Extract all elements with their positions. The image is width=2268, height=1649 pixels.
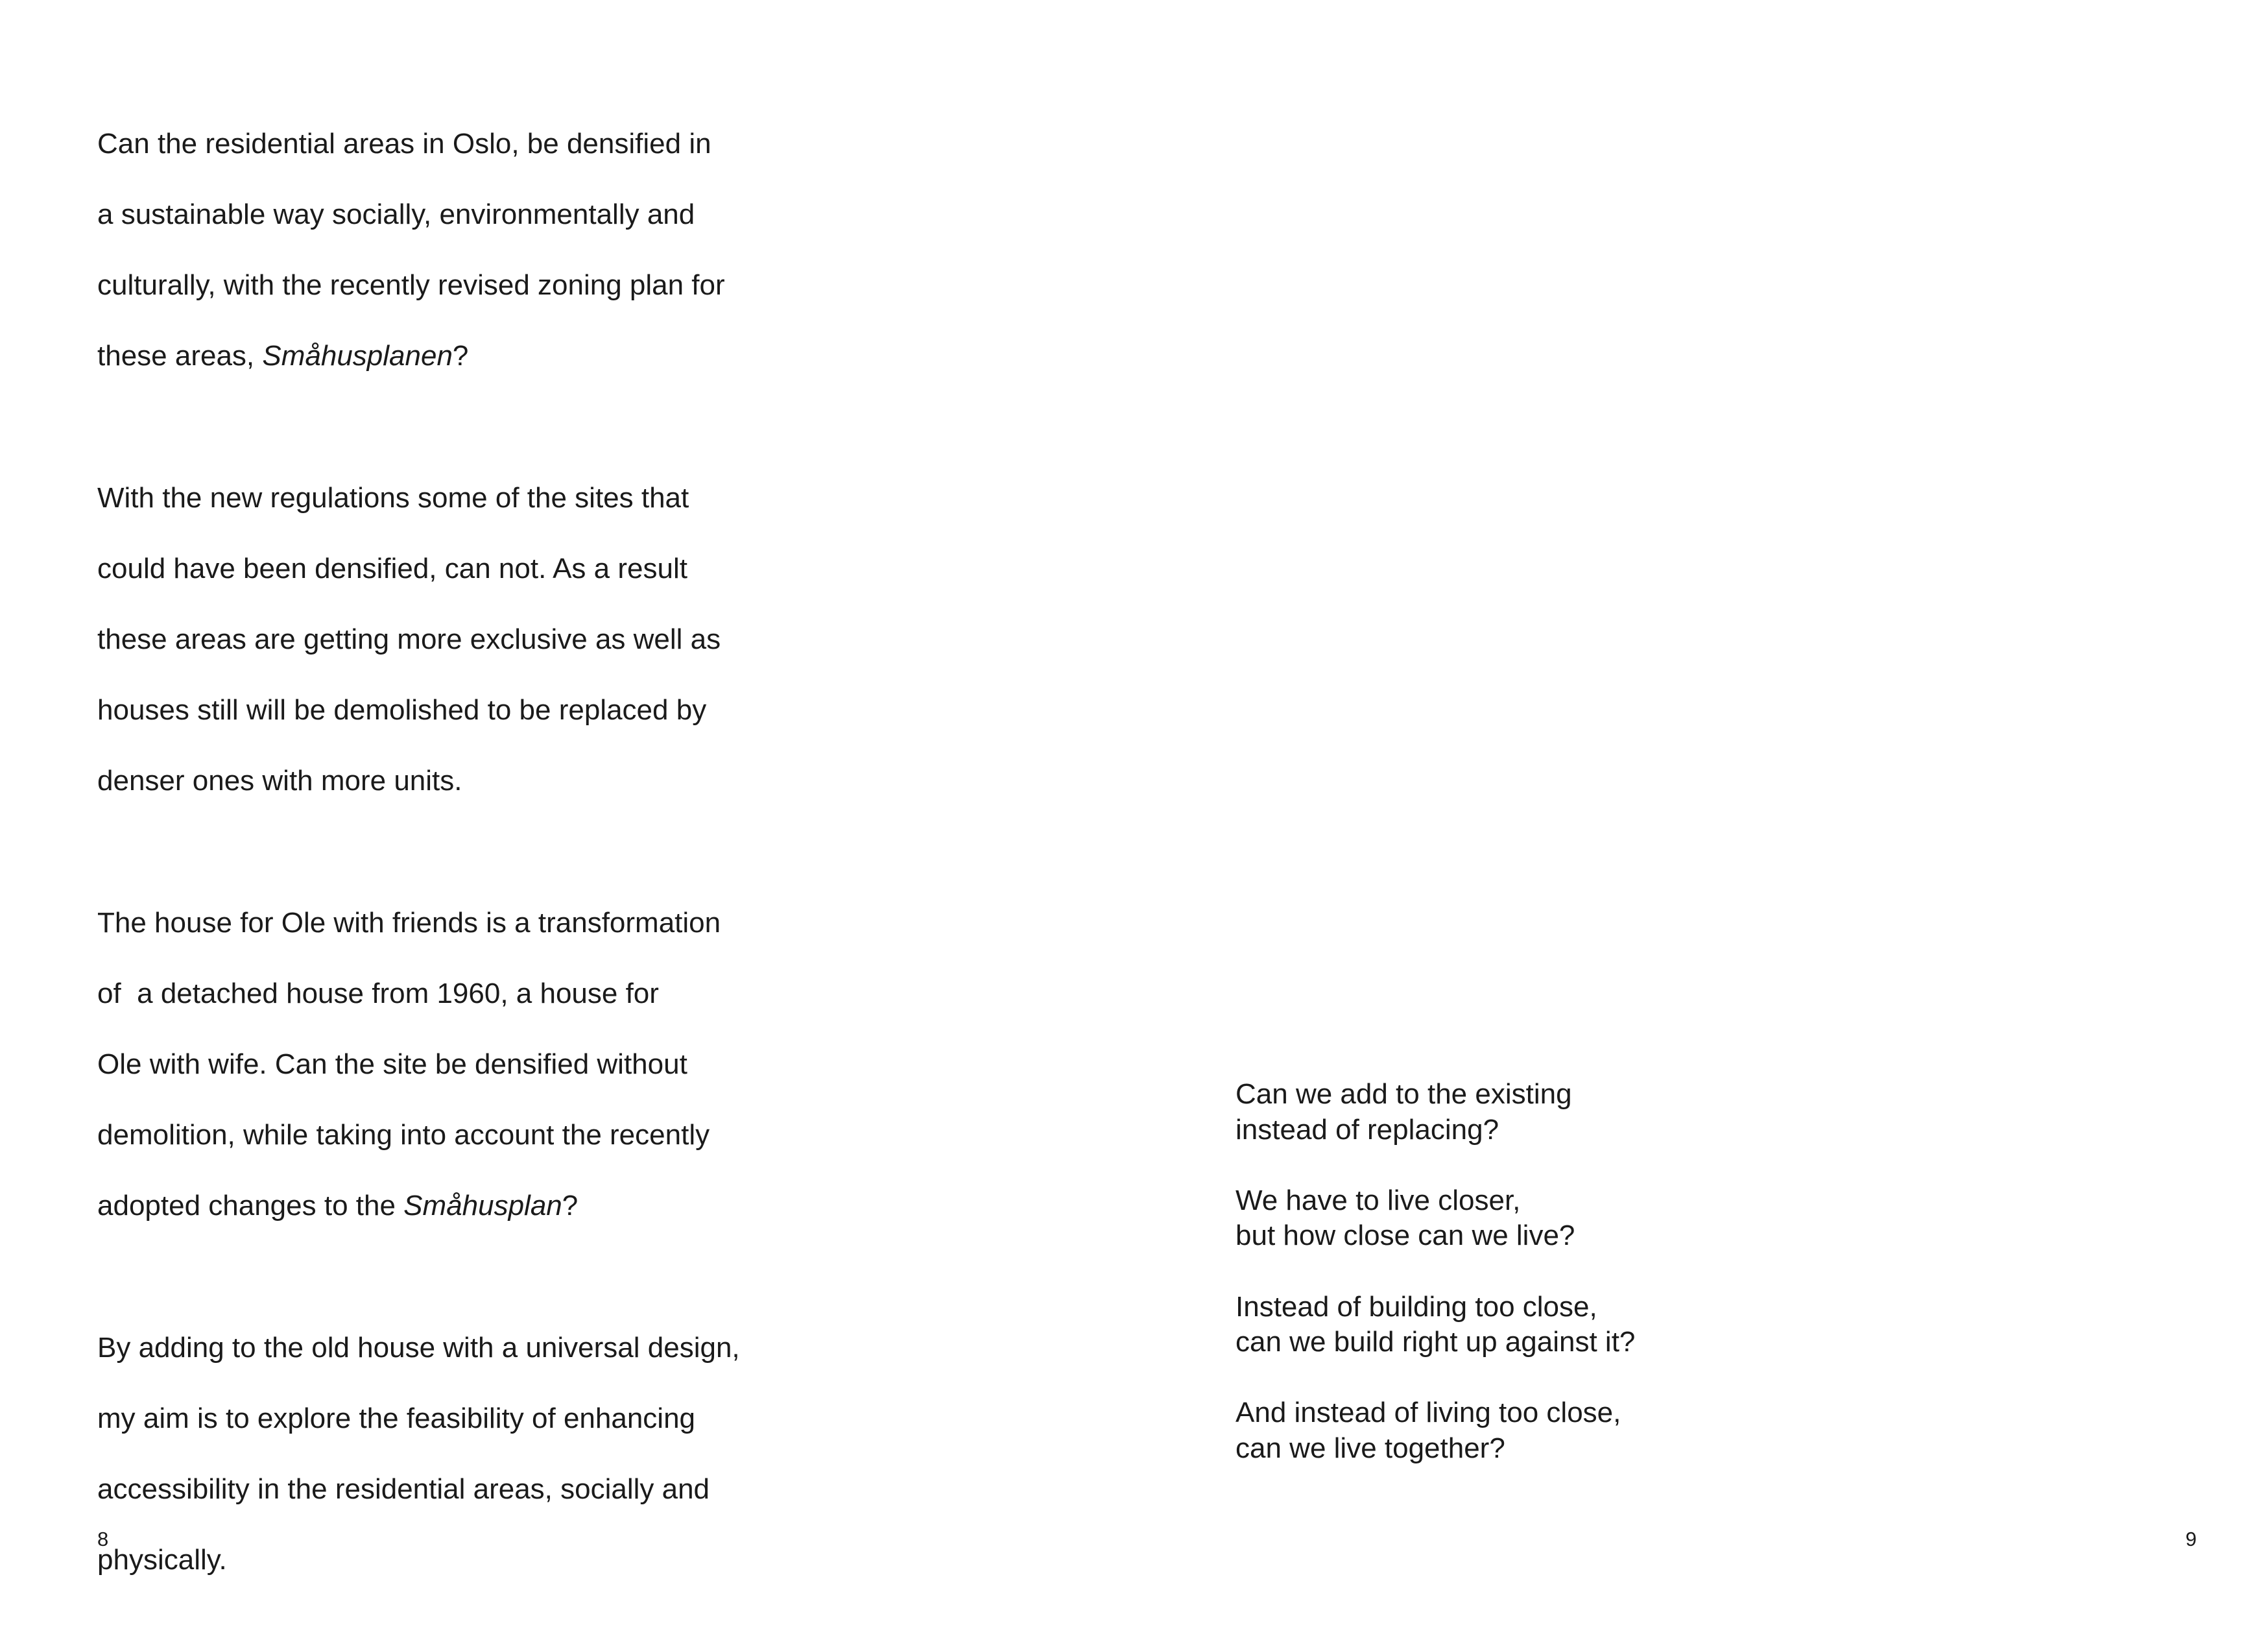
text-line: my aim is to explore the feasibility of enhancing — [97, 1402, 696, 1434]
page-number-right: 9 — [2185, 1528, 2197, 1550]
text-line: By adding to the old house with a universal design, — [97, 1331, 740, 1364]
questions-block — [1235, 1077, 1819, 1502]
text-line: adopted changes to the Småhusplan? — [97, 1190, 579, 1222]
text-line: can we live together? — [1235, 1432, 1505, 1464]
text-line: Instead of building too close, — [1235, 1290, 1597, 1323]
paragraph-research-question — [97, 91, 811, 409]
italic-term: Småhusplan — [403, 1190, 562, 1222]
text-line: these areas are getting more exclusive as well as — [97, 623, 721, 655]
text-line: could have been densified, can not. As a result — [97, 552, 687, 584]
text-line: houses still will be demolished to be replaced by — [97, 694, 707, 727]
text-line: And instead of living too close, — [1235, 1397, 1621, 1429]
page-number-left: 8 — [97, 1528, 109, 1550]
right-page — [1134, 0, 2268, 1609]
question-item — [1235, 1395, 1819, 1466]
text-line: denser ones with more units. — [97, 765, 462, 797]
text-line: Can we add to the existing — [1235, 1078, 1572, 1110]
text-line: a sustainable way socially, environmentally and — [97, 198, 695, 230]
text-line: demolition, while taking into account the recently — [97, 1119, 710, 1151]
text-line: With the new regulations some of the sites that — [97, 481, 689, 514]
paragraph-regulations — [97, 445, 811, 835]
text-line: physically. — [97, 1544, 227, 1576]
question-item — [1235, 1290, 1819, 1360]
text-line: We have to live closer, — [1235, 1184, 1521, 1216]
text-line: but how close can we live? — [1235, 1220, 1575, 1252]
left-page — [0, 0, 1134, 1609]
italic-term: Småhusplanen — [262, 340, 453, 372]
text-line: of a detached house from 1960, a house for — [97, 977, 659, 1009]
text-line: The house for Ole with friends is a transformation — [97, 906, 721, 939]
text-line: Ole with wife. Can the site be densified without — [97, 1048, 687, 1081]
paragraph-aim — [97, 1295, 811, 1613]
text-line: Can the residential areas in Oslo, be densified in — [97, 127, 711, 160]
text-line: can we build right up against it? — [1235, 1326, 1636, 1358]
text-line: instead of replacing? — [1235, 1113, 1499, 1146]
question-item — [1235, 1183, 1819, 1254]
intro-text-block — [97, 91, 811, 1649]
text-line: these areas, Småhusplanen? — [97, 340, 469, 372]
question-item — [1235, 1077, 1819, 1148]
text-line: culturally, with the recently revised zoning plan for — [97, 269, 725, 301]
paragraph-house-transformation — [97, 870, 811, 1260]
text-line: accessibility in the residential areas, socially and — [97, 1473, 710, 1506]
